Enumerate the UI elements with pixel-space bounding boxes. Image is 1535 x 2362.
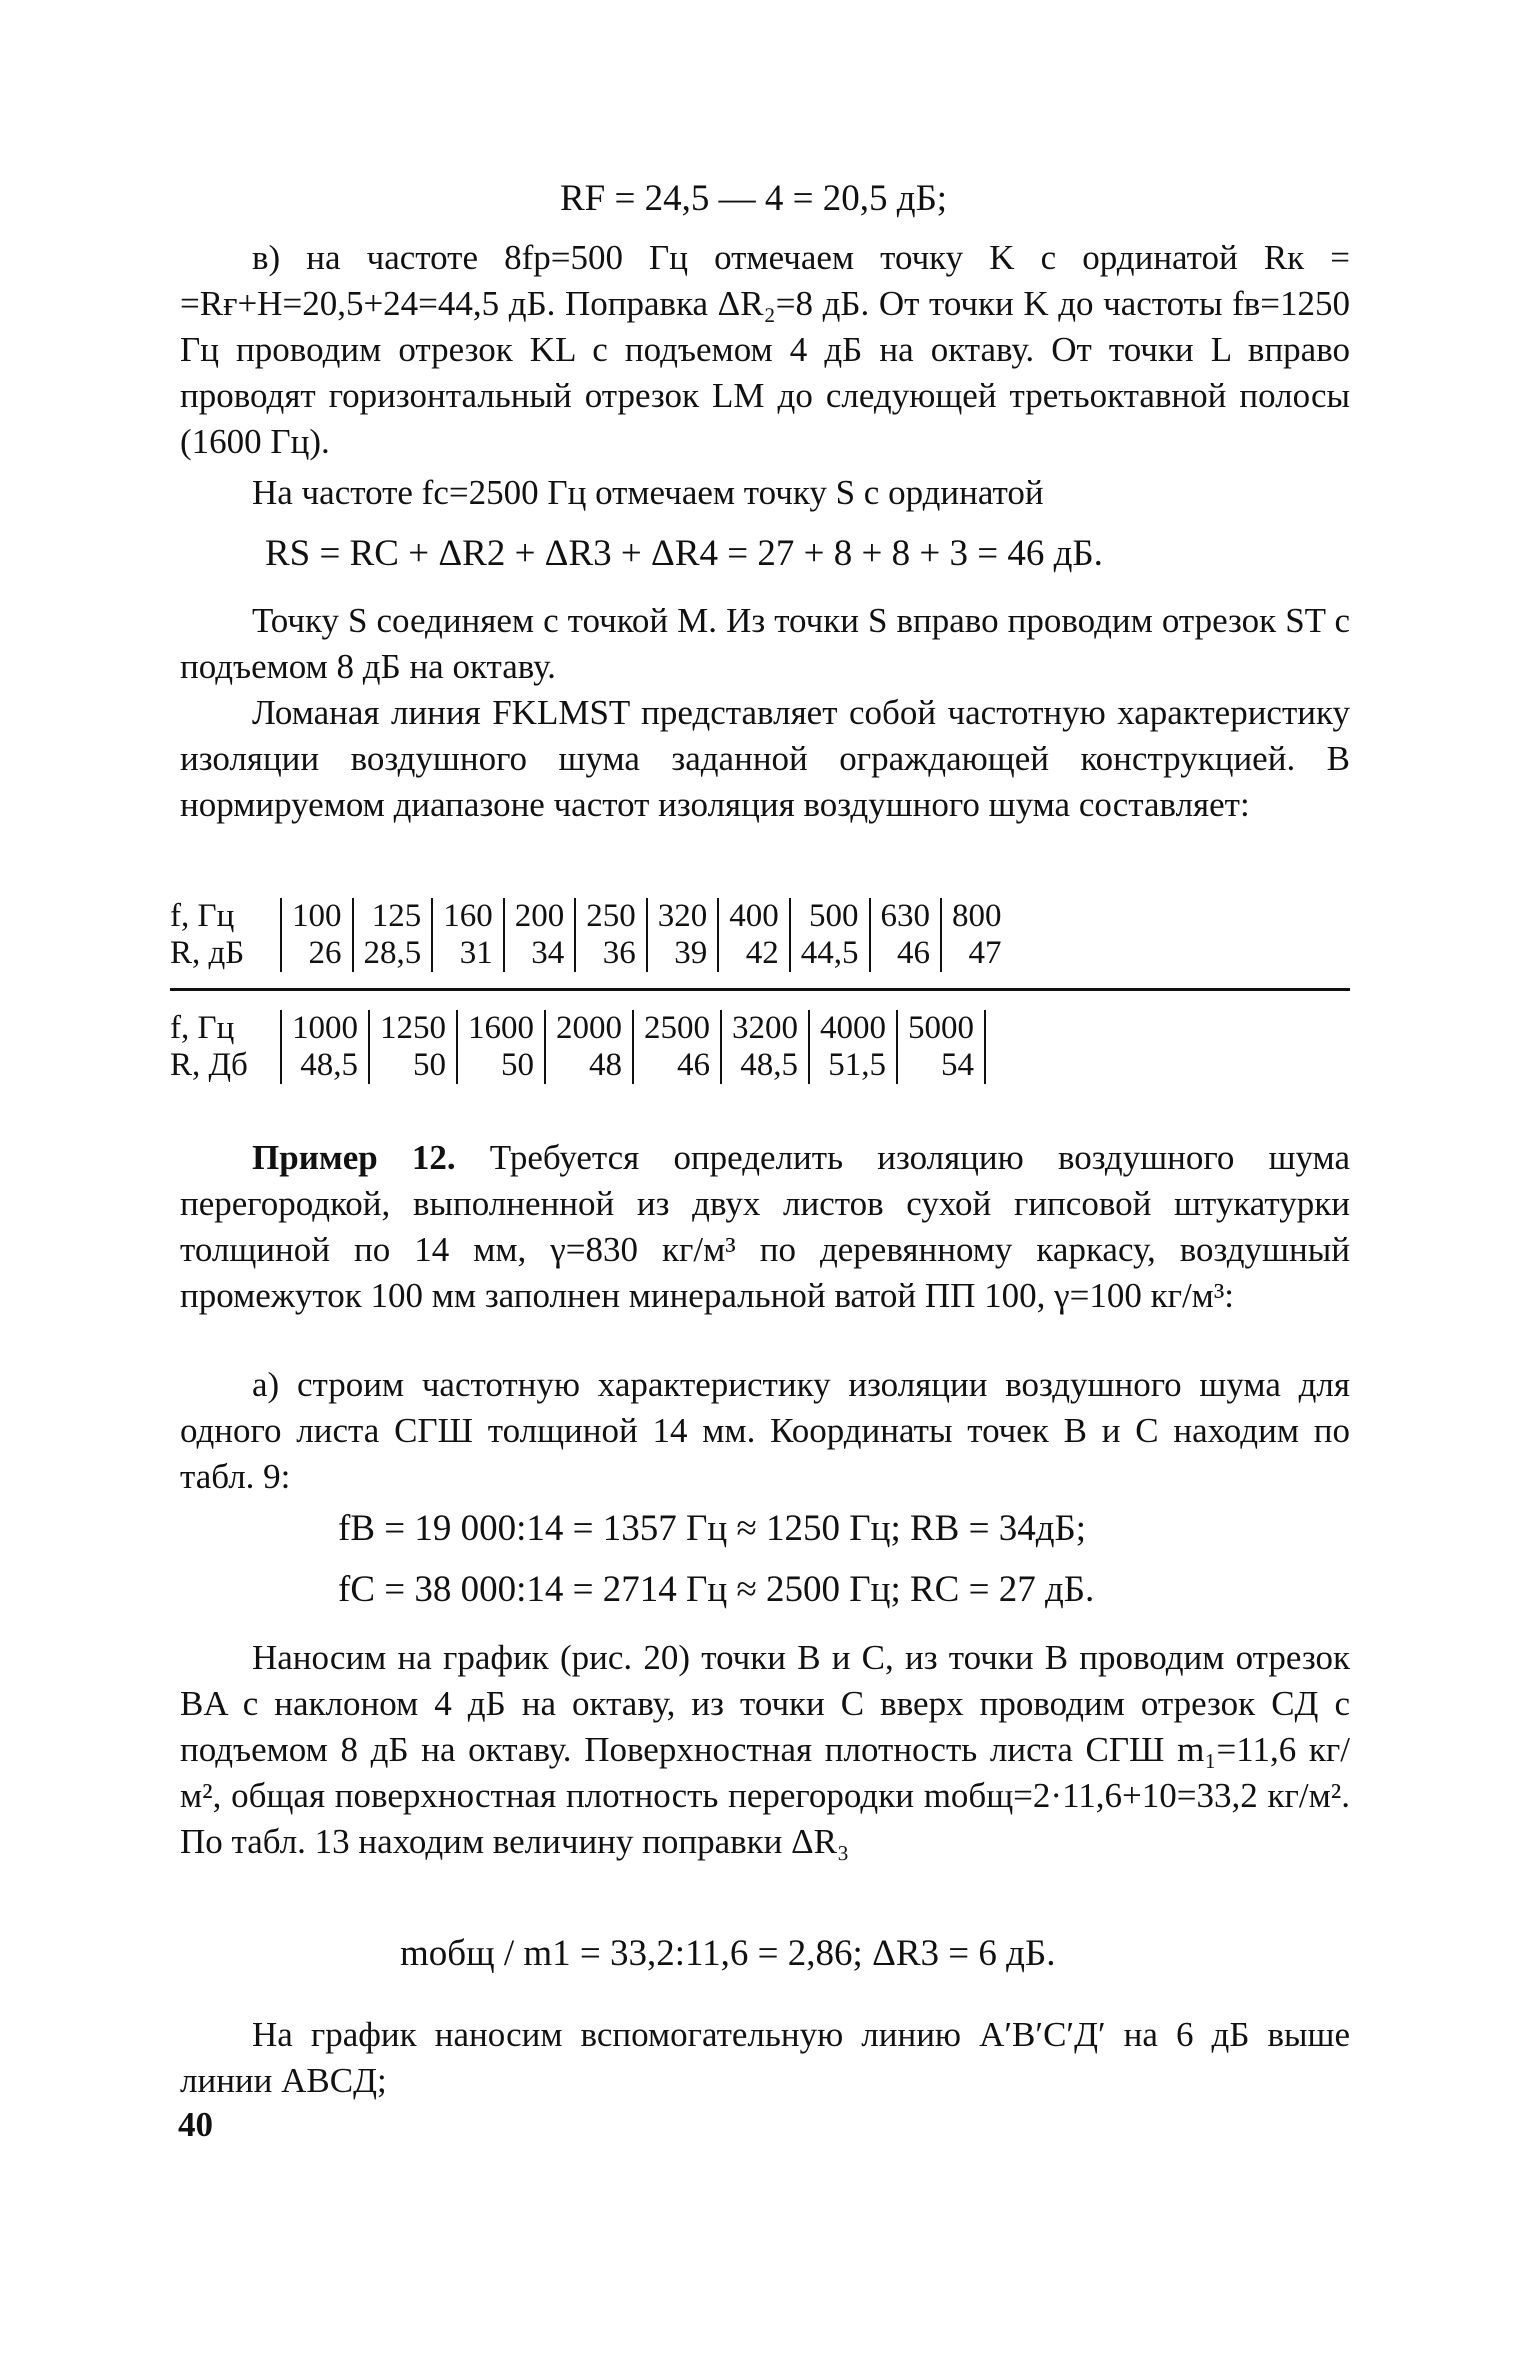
- table-cell: 1000: [281, 1010, 369, 1047]
- example-12-paragraph: [180, 1135, 1350, 1319]
- table-cell: 3200: [721, 1010, 809, 1047]
- table-cell: 31: [432, 935, 504, 972]
- table-cell: 28,5: [353, 935, 433, 972]
- table-row-label: R, Дб: [170, 1047, 248, 1083]
- paragraph-point-k: в) на частоте 8fр=500 Гц отмечаем точку K с ординатой Rк = =Rғ+H=20,5+24=44,5 дБ. Поправка ΔR₂=8 дБ. От точки K до частоты fв=1250 Гц проводим отрезок KL с подъемом 4 дБ на октаву. От точки L вправо проводят горизонтальный отрезок LM до следующей третьоктавной полосы (1600 Гц).: [180, 238, 1350, 461]
- table-cell: [985, 1010, 1006, 1047]
- frequency-table-2: [170, 1010, 1006, 1084]
- table-cell: 320: [647, 898, 719, 935]
- paragraph-segment-st: Точку S соединяем с точкой M. Из точки S вправо проводим отрезок ST с подъемом 8 дБ на октаву.: [180, 601, 1350, 686]
- table-cell: 26: [281, 935, 353, 972]
- table-cell: 250: [575, 898, 647, 935]
- equation-fb: fB = 19 000:14 = 1357 Гц ≈ 1250 Гц; RB = 34дБ;: [338, 1508, 1087, 1549]
- table-cell: 630: [870, 898, 942, 935]
- table-cell: 39: [647, 935, 719, 972]
- table-cell: 5000: [897, 1010, 985, 1047]
- table-cell: 50: [369, 1047, 457, 1084]
- table-cell: 44,5: [790, 935, 870, 972]
- table-row-frequency: [170, 1010, 1006, 1047]
- table-cell: 500: [790, 898, 870, 935]
- page-number: 40: [178, 2105, 213, 2144]
- paragraph-graph: Наносим на график (рис. 20) точки B и C, из точки B проводим отрезок BA с наклоном 4 дБ на октаву, из точки C вверх проводим отрезок CД с подъемом 8 дБ на октаву. Поверхностная плотность листа СГШ m₁=11,6 кг/м², общая поверхностная плотность перегородки mобщ=2·11,6+10=33,2 кг/м². По табл. 13 находим величину поправки ΔR₃: [180, 1638, 1350, 1861]
- equation-mass-ratio: mобщ / m1 = 33,2:11,6 = 2,86; ΔR3 = 6 дБ.: [400, 1933, 1056, 1974]
- table-cell: 54: [897, 1047, 985, 1084]
- table-cell: 48,5: [721, 1047, 809, 1084]
- table-cell: 2000: [545, 1010, 633, 1047]
- table-cell: 48: [545, 1047, 633, 1084]
- table-cell: 46: [633, 1047, 721, 1084]
- table-row-insulation: [170, 1047, 1006, 1084]
- table-row-label: R, дБ: [170, 935, 245, 971]
- table-cell: 2500: [633, 1010, 721, 1047]
- table-cell: 51,5: [809, 1047, 897, 1084]
- table-cell: 400: [718, 898, 790, 935]
- table-cell: [985, 1047, 1006, 1084]
- table-cell: 100: [281, 898, 353, 935]
- table-cell: 125: [353, 898, 433, 935]
- table-row-frequency: [170, 898, 1012, 935]
- frequency-table-1: [170, 898, 1012, 972]
- table-cell: 200: [504, 898, 576, 935]
- paragraph-auxiliary-line: На график наносим вспомогательную линию A′B′C′Д′ на 6 дБ выше линии ABCД;: [180, 2015, 1350, 2100]
- paragraph-step-a: а) строим частотную характеристику изоляции воздушного шума для одного листа СГШ толщиной 14 мм. Координаты точек B и C находим по табл. 9:: [180, 1365, 1350, 1496]
- table-cell: 1600: [457, 1010, 545, 1047]
- table-cell: 1250: [369, 1010, 457, 1047]
- table-row-label: f, Гц: [170, 1010, 235, 1046]
- equation-rf: RF = 24,5 — 4 = 20,5 дБ;: [560, 178, 948, 219]
- table-cell: 50: [457, 1047, 545, 1084]
- paragraph-point-s: На частоте fс=2500 Гц отмечаем точку S с ординатой: [252, 473, 1044, 512]
- equation-rs: RS = RC + ΔR2 + ΔR3 + ΔR4 = 27 + 8 + 8 + 3 = 46 дБ.: [265, 533, 1103, 574]
- table-cell: 800: [941, 898, 1012, 935]
- equation-fc: fC = 38 000:14 = 2714 Гц ≈ 2500 Гц; RC = 27 дБ.: [338, 1569, 1095, 1610]
- table-cell: 4000: [809, 1010, 897, 1047]
- example-12-title: Пример 12.: [252, 1138, 456, 1177]
- table-divider: [170, 988, 1350, 991]
- table-cell: 34: [504, 935, 576, 972]
- example-12-body: Требуется определить изоляцию воздушного шума перегородкой, выполненной из двух листов сухой гипсовой штукатурки толщиной по 14 мм, γ=830 кг/м³ по деревянному каркасу, воздушный промежуток 100 мм заполнен минеральной ватой ПП 100, γ=100 кг/м³:: [180, 1138, 1350, 1315]
- paragraph-broken-line: Ломаная линия FKLMST представляет собой частотную характеристику изоляции воздушного шума заданной ограждающей конструкцией. В нормируемом диапазоне частот изоляция воздушного шума составляет:: [180, 693, 1350, 824]
- table-cell: 42: [718, 935, 790, 972]
- table-cell: 36: [575, 935, 647, 972]
- table-row-label: f, Гц: [170, 898, 235, 934]
- table-cell: 46: [870, 935, 942, 972]
- table-cell: 47: [941, 935, 1012, 972]
- table-cell: 160: [432, 898, 504, 935]
- table-row-insulation: [170, 935, 1012, 972]
- table-cell: 48,5: [281, 1047, 369, 1084]
